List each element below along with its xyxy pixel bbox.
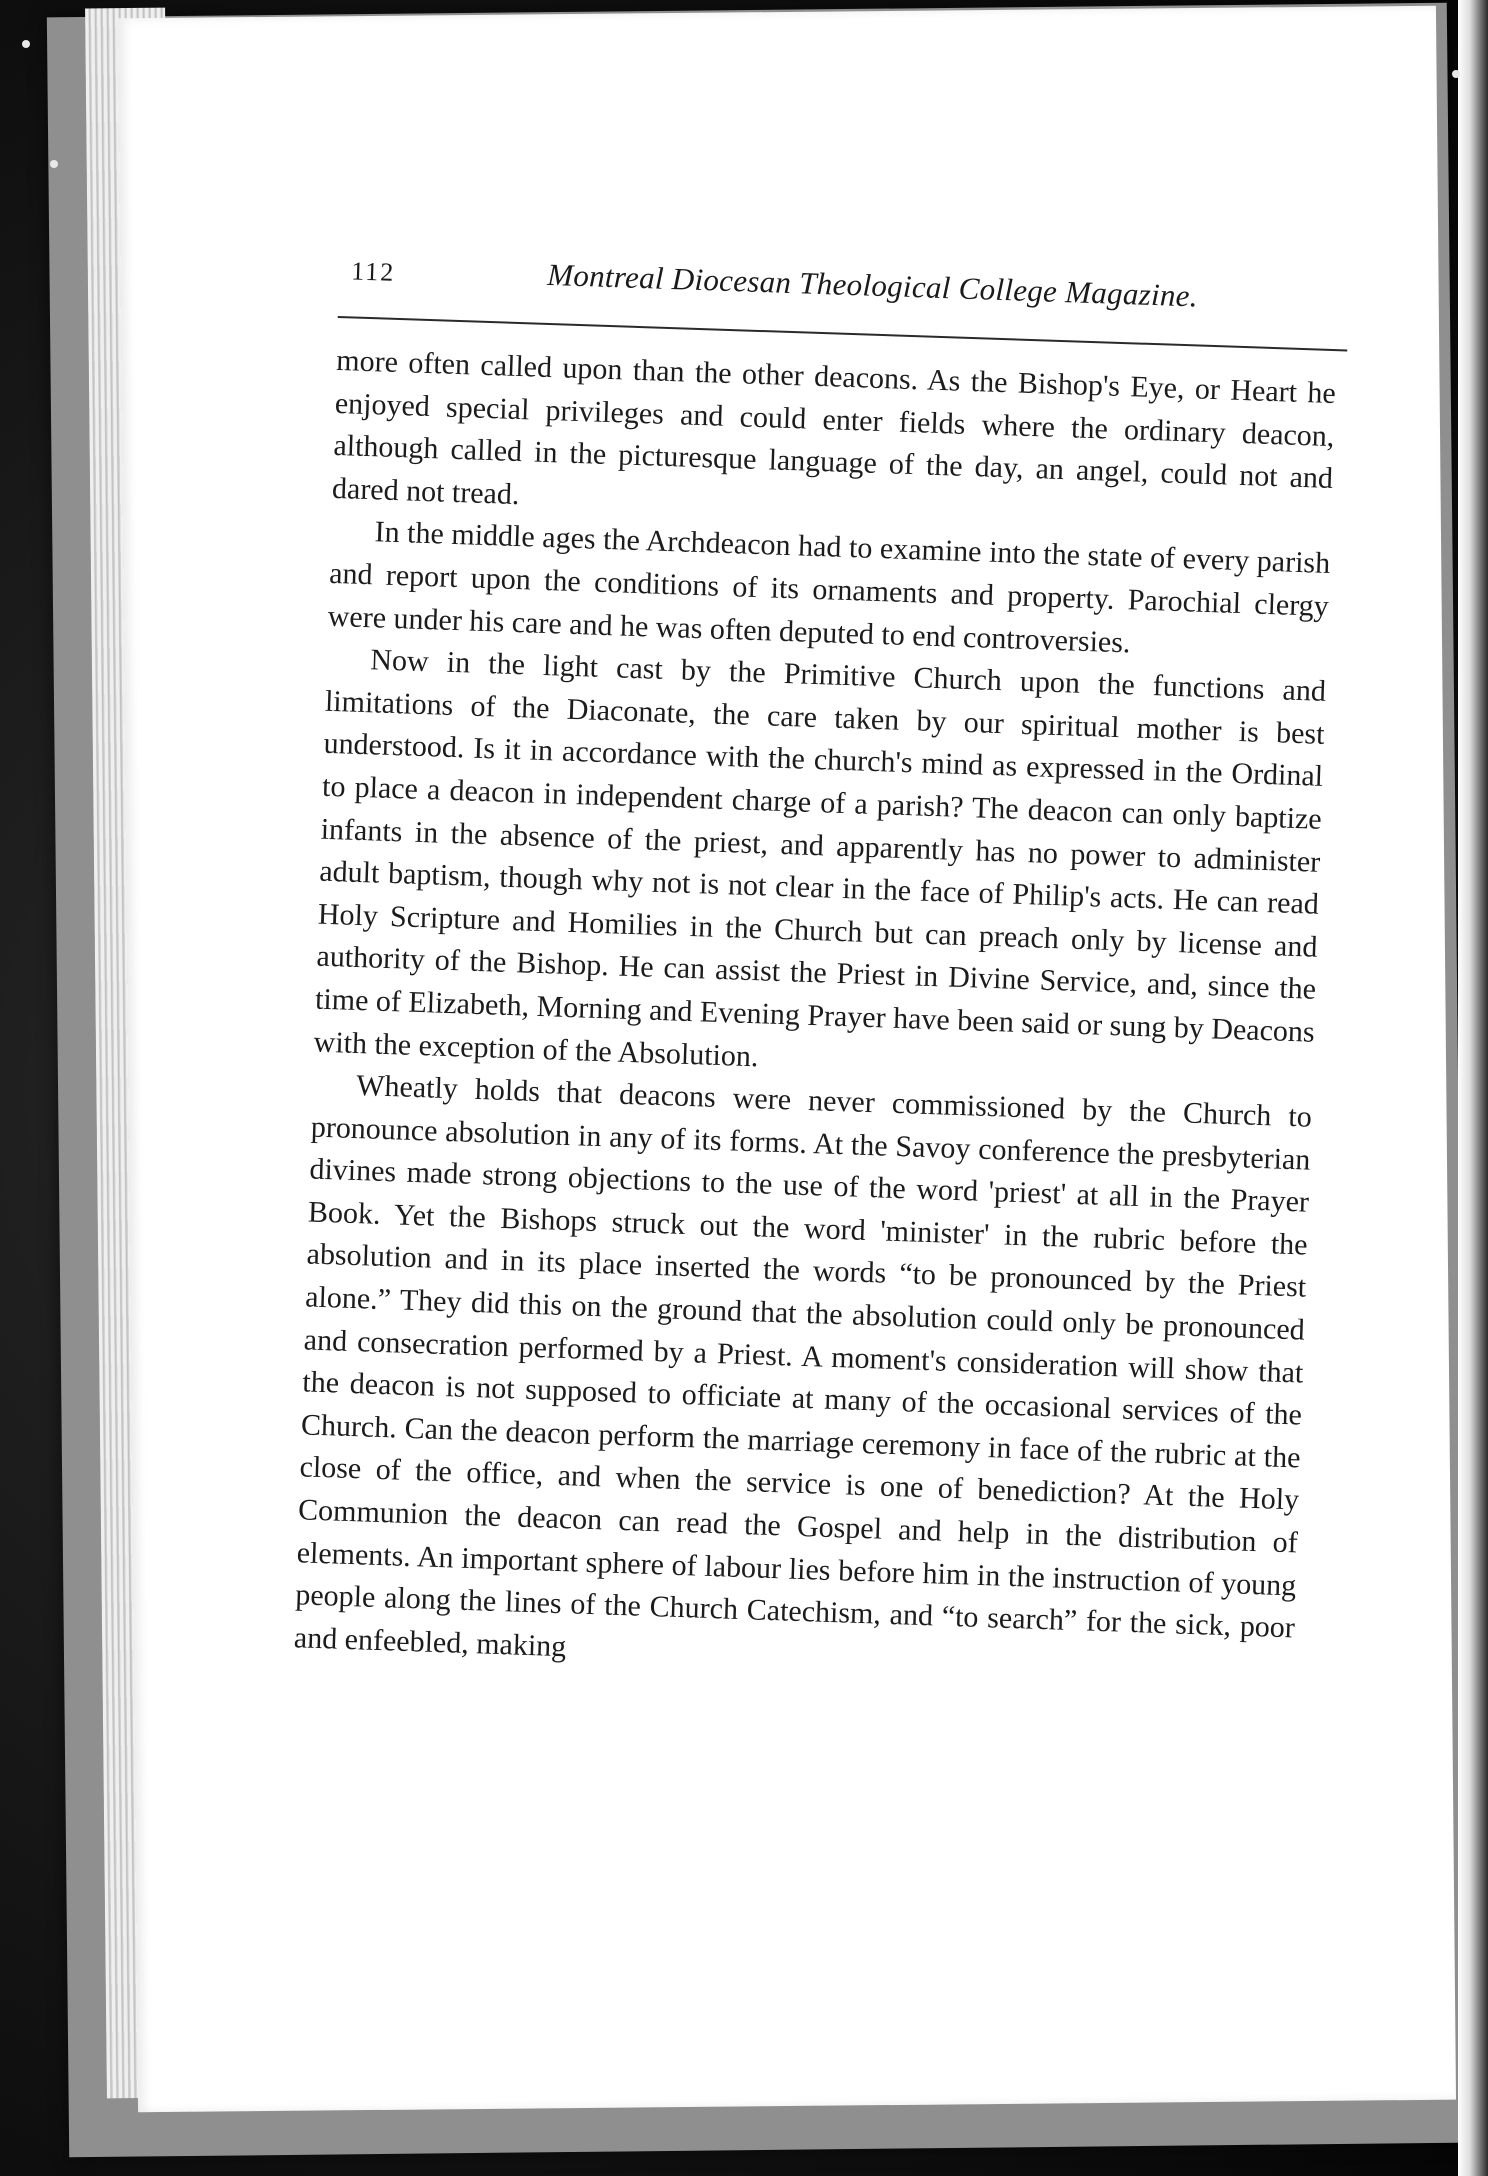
scan-speck	[1452, 70, 1460, 78]
journal-title: Montreal Diocesan Theological College Magazine.	[546, 256, 1199, 314]
article-body	[293, 340, 1336, 1693]
paragraph: Wheatly holds that deacons were never commissioned by the Church to pronounce absolution in any of its forms. At the Savoy conference the presbyterian divines made strong objections to the use of the word 'priest' at all in the Prayer Book. Yet the Bishops struck out the word 'minister' in the rubric before the absolution and in its place inserted the words “to be pronounced by the Priest alone.” They did this on the ground that the absolution could only be pronounced and consecration performed by a Priest. A moment's consideration will show that the deacon is not supposed to officiate at many of the occasional services of the Church. Can the deacon perform the marriage ceremony in face of the rubric at the close of the office, and when the service is one of benediction? At the Holy Communion the deacon can read the Gospel and help in the distribution of elements. An important sphere of labour lies before him in the instruction of young people along the lines of the Church Catechism, and “to search” for the sick, poor and enfeebled, making	[293, 1069, 1313, 1664]
paragraph: Now in the light cast by the Primitive Church upon the functions and limitations of the Diaconate, the care taken by our spiritual mother is best understood. Is it in accordance with the church's mind as expressed in the Ordinal to place a deacon in independent charge of a parish? The deacon can only baptize infants in the absence of the priest, and apparently has no power to administer adult baptism, though why not is not clear in the face of Philip's acts. He can read Holy Scripture and Homilies in the Church but can preach only by license and authority of the Bishop. He can assist the Priest in Divine Service, and, since the time of Elizabeth, Morning and Evening Prayer have been said or sung by Deacons with the exception of the Absolution.	[313, 643, 1327, 1073]
paragraph: In the middle ages the Archdeacon had to examine into the state of every parish and report upon the conditions of its ornaments and property. Parochial clergy were under his care and he was often deputed to end controversies.	[327, 515, 1331, 659]
right-binding-edge	[1458, 0, 1488, 2176]
page-content	[293, 250, 1359, 1693]
scan-speck	[22, 40, 30, 48]
paragraph: more often called upon than the other deacons. As the Bishop's Eye, or Heart he enjoyed special privileges and could enter fields where the ordinary deacon, although called in the picturesque language of the day, an angel, could not and dared not tread.	[331, 343, 1337, 511]
scan-speck	[50, 160, 58, 168]
page-number: 112	[350, 256, 396, 287]
